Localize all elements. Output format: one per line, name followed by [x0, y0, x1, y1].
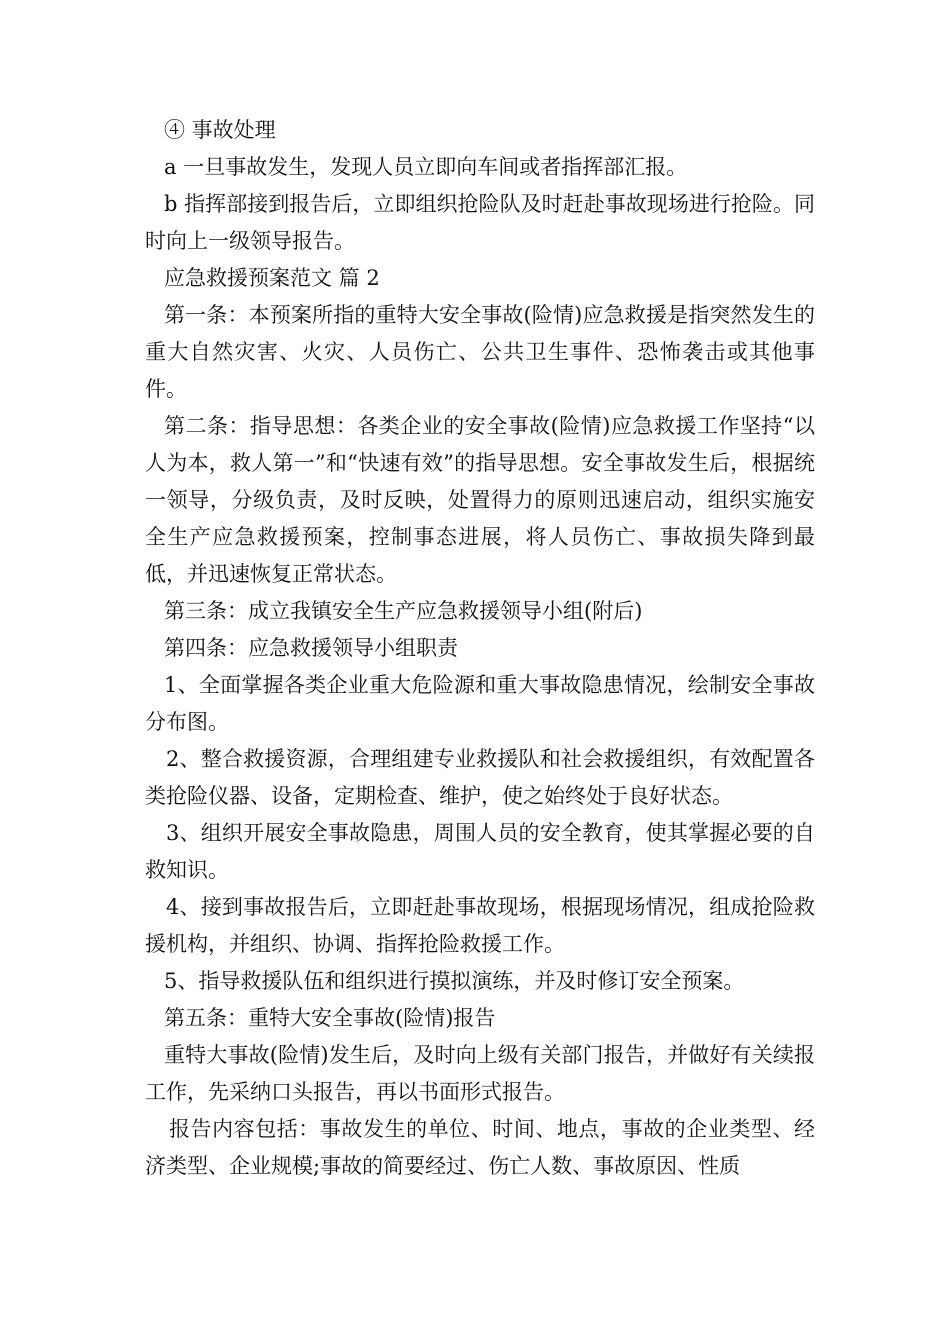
paragraph-article-3: 第三条：成立我镇安全生产应急救援领导小组(附后)	[164, 599, 643, 623]
list-item-duty-4: 4、接到事故报告后，立即赶赴事故现场，根据现场情况，组成抢险救援机构，并组织、协调、指挥抢险救援工作。	[145, 895, 815, 956]
paragraph-article-2: 第二条：指导思想：各类企业的安全事故(险情)应急救援工作坚持“以人为本，救人第一”和“快速有效”的指导思想。安全事故发生后，根据统一领导，分级负责，及时反映，处置得力的原则迅速启动，组织实施安全生产应急救援预案，控制事态进展，将人员伤亡、事故损失降到最低，并迅速恢复正常状态。	[145, 414, 815, 586]
paragraph-article-5: 第五条：重特大安全事故(险情)报告	[164, 1006, 496, 1030]
list-item-duty-5: 5、指导救援队伍和组织进行摸拟演练，并及时修订安全预案。	[164, 969, 745, 993]
paragraph-item-a: a 一旦事故发生，发现人员立即向车间或者指挥部汇报。	[164, 155, 688, 179]
paragraph-article-4: 第四条：应急救援领导小组职责	[164, 636, 458, 660]
list-item-duty-2: 2、整合救援资源，合理组建专业救援队和社会救援组织，有效配置各类抢险仪器、设备，定期检查、维护，使之始终处于良好状态。	[145, 747, 815, 808]
list-item-duty-1: 1、全面掌握各类企业重大危险源和重大事故隐患情况，绘制安全事故分布图。	[145, 673, 815, 734]
list-item-duty-3: 3、组织开展安全事故隐患，周围人员的安全教育，使其掌握必要的自救知识。	[145, 821, 815, 882]
document-body	[145, 112, 815, 1185]
paragraph-accident-handling-heading: ④ 事故处理	[164, 118, 276, 142]
paragraph-article-1: 第一条：本预案所指的重特大安全事故(险情)应急救援是指突然发生的重大自然灾害、火灾、人员伤亡、公共卫生事件、恐怖袭击或其他事件。	[145, 303, 815, 401]
paragraph-item-b: b 指挥部接到报告后，立即组织抢险队及时赶赴事故现场进行抢险。同时向上一级领导报告。	[145, 192, 815, 253]
section-title-plan-2: 应急救援预案范文 篇 2	[164, 266, 380, 290]
paragraph-report-timing: 重特大事故(险情)发生后，及时向上级有关部门报告，并做好有关续报工作，先采纳口头报告，再以书面形式报告。	[145, 1043, 815, 1104]
paragraph-report-content: 报告内容包括：事故发生的单位、时间、地点，事故的企业类型、经济类型、企业规模;事故的简要经过、伤亡人数、事故原因、性质	[145, 1117, 815, 1178]
